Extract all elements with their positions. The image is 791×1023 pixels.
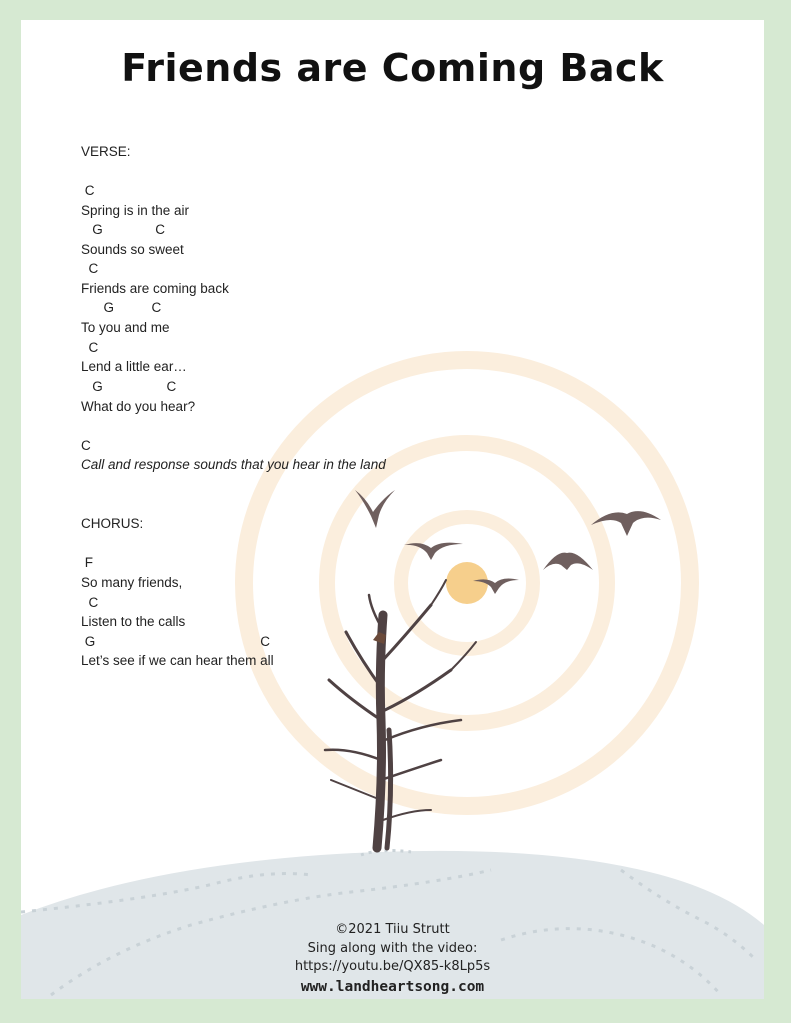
chord-line: G C: [81, 634, 271, 649]
chord-line: F: [81, 555, 93, 570]
lyric-line: Spring is in the air: [81, 203, 190, 218]
video-link[interactable]: https://youtu.be/QX85-k8Lp5s: [294, 959, 491, 974]
chord-line: G C: [81, 379, 177, 394]
song-title: Friends are Coming Back: [121, 46, 664, 90]
bird-1: [355, 490, 395, 528]
bird-4: [543, 553, 593, 570]
chord-line: G C: [81, 300, 162, 315]
lyric-line: Lend a little ear…: [81, 359, 187, 374]
lyric-line: Sounds so sweet: [81, 242, 184, 257]
lyric-line: Let’s see if we can hear them all: [81, 653, 274, 668]
lyric-line: Listen to the calls: [81, 614, 186, 629]
section-label-verse: VERSE:: [81, 144, 131, 159]
lyric-line-italic: Call and response sounds that you hear in the land: [81, 457, 386, 472]
song-sheet-page: [21, 20, 764, 999]
chord-line: C: [81, 340, 99, 355]
video-label: Sing along with the video:: [307, 940, 478, 956]
chord-line: C: [81, 438, 91, 453]
lyric-line: Friends are coming back: [81, 281, 229, 296]
lyric-line: What do you hear?: [81, 399, 196, 414]
lyric-line: So many friends,: [81, 575, 183, 590]
lyric-line: To you and me: [81, 320, 170, 335]
website-link[interactable]: www.landheartsong.com: [300, 978, 485, 995]
copyright-text: ©2021 Tiiu Strutt: [335, 922, 450, 937]
chord-line: C: [81, 261, 99, 276]
chord-line: C: [81, 595, 99, 610]
sun: [446, 562, 488, 604]
illustration: [21, 20, 764, 999]
chord-line: G C: [81, 222, 166, 237]
chord-line: C: [81, 183, 95, 198]
footer-credits: [21, 921, 764, 996]
section-label-chorus: CHORUS:: [81, 516, 144, 531]
